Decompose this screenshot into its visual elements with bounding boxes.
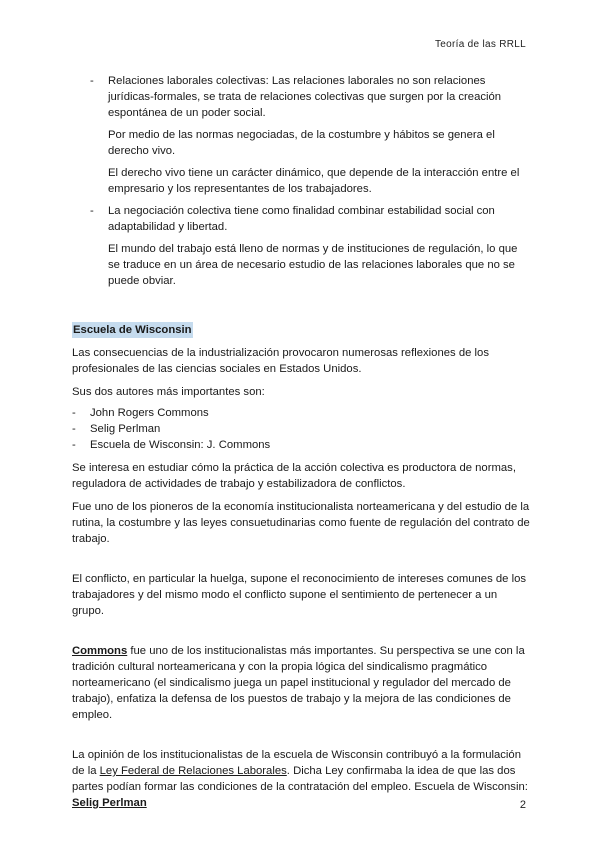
paragraph-interest: Se interesa en estudiar cómo la práctica de la acción colectiva es productora de normas, reguladora de actividades de trabajo y estabilizadora de conflictos.	[72, 462, 516, 490]
bullet-dash: -	[90, 75, 94, 87]
paragraph-pioneer: Fue uno de los pioneros de la economía institucionalista norteamericana y del estudio de la rutina, la costumbre y las leyes consuetudinarias como fuente de regulación del contrato de trabajo.	[72, 501, 530, 545]
list-item	[72, 421, 530, 437]
opinion-text-end: . Dicha Ley confirmaba la idea de que las dos partes podían formar las condiciones de la contratación del empleo. Escuela de Wisconsin:	[72, 765, 528, 793]
bullet-item	[72, 203, 530, 235]
bullet-dash: -	[72, 407, 76, 419]
bullet-dash: -	[72, 439, 76, 451]
list-item	[72, 437, 530, 453]
commons-name: Commons	[72, 645, 128, 657]
bullet-dash: -	[90, 205, 94, 217]
sub-paragraph: Por medio de las normas negociadas, de la costumbre y hábitos se genera el derecho vivo.	[108, 129, 495, 157]
paragraph-opinion	[72, 747, 530, 811]
section-title-wrap	[72, 289, 530, 338]
paragraph-commons	[72, 643, 530, 723]
bullet-text: La negociación colectiva tiene como finalidad combinar estabilidad social con adaptabilidad y libertad.	[108, 205, 495, 233]
section-title: Escuela de Wisconsin	[73, 324, 192, 336]
bullet-item	[72, 73, 530, 121]
page-content	[72, 73, 530, 811]
section-intro: Las consecuencias de la industrialización provocaron numerosas reflexiones de los profesionales de las ciencias sociales en Estados Unidos.	[72, 347, 489, 375]
page-number: 2	[519, 799, 526, 811]
author-name: John Rogers Commons	[90, 407, 209, 419]
page-header: Teoría de las RRLL	[434, 39, 526, 50]
commons-text: fue uno de los institucionalistas más importantes. Su perspectiva se une con la tradición cultural norteamericana y con la propia lógica del sindicalismo pragmático norteamericano (el sindicalismo juega un papel institucional y regulador del mercado de trabajo), enfatiza la defensa de los puestos de trabajo y la mejora de las condiciones de empleo.	[72, 645, 525, 721]
sub-paragraph: El derecho vivo tiene un carácter dinámico, que depende de la interacción entre el empresario y los representantes de los trabajadores.	[108, 167, 520, 195]
list-item	[72, 405, 530, 421]
perlman-link[interactable]: Selig Perlman	[72, 797, 147, 809]
paragraph-conflict: El conflicto, en particular la huelga, supone el reconocimiento de intereses comunes de los trabajadores y del mismo modo el conflicto supone el sentimiento de pertenecer a un grupo.	[72, 573, 527, 617]
opinion-text-start: La opinión de los institucionalistas de la escuela de Wisconsin contribuyó a la formulación de la	[72, 749, 521, 777]
author-name: Escuela de Wisconsin: J. Commons	[90, 439, 271, 451]
authors-list	[72, 405, 530, 453]
bullet-text: Relaciones laborales colectivas: Las relaciones laborales no son relaciones jurídicas-formales, se trata de relaciones colectivas que surgen por la creación espontánea de un poder social.	[108, 75, 502, 119]
author-name: Selig Perlman	[90, 423, 161, 435]
bullet-dash: -	[72, 423, 76, 435]
authors-intro: Sus dos autores más importantes son:	[72, 386, 265, 398]
law-link[interactable]: Ley Federal de Relaciones Laborales	[99, 765, 287, 777]
sub-paragraph: El mundo del trabajo está lleno de normas y de instituciones de regulación, lo que se traduce en un área de necesario estudio de las relaciones laborales que no se puede obviar.	[108, 243, 518, 287]
